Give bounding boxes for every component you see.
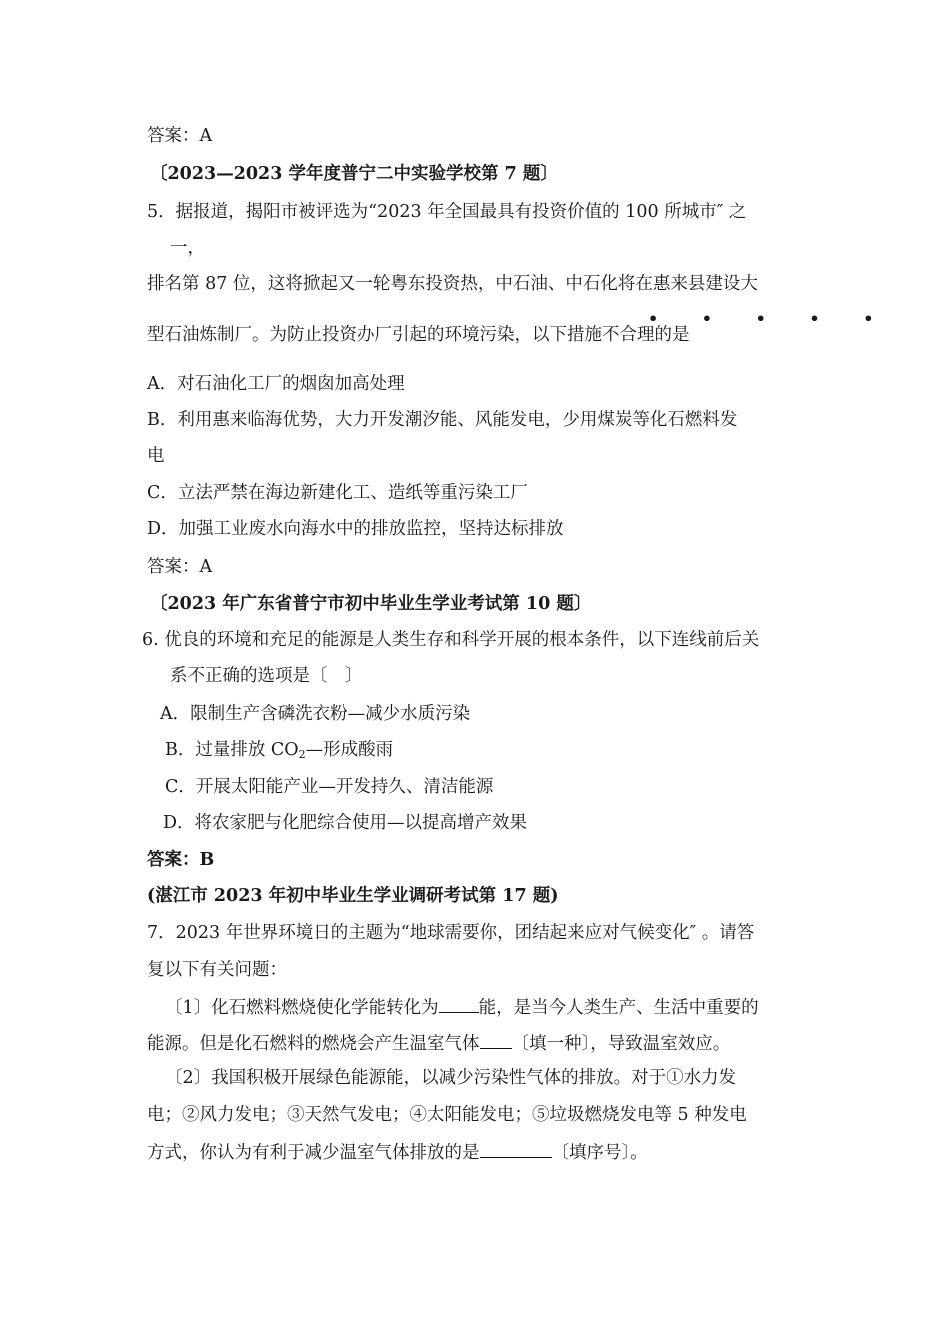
q7-part-1-line-2 (147, 1030, 730, 1056)
q6-option-b-subscript: 2 (298, 748, 306, 761)
q6-option-b-tail: —形成酸雨 (305, 740, 394, 760)
q7-part-2-line-2: 电；②风力发电；③天然气发电；④太阳能发电；⑤垃圾燃烧发电等 5 种发电 (147, 1105, 747, 1125)
q7-part-1b-text: 能源。但是化石燃料的燃烧会产生温室气体 (147, 1034, 480, 1054)
q6-option-a: A．限制生产含磷洗衣粉—减少水质污染 (160, 704, 471, 724)
q7-part-1-line-1 (165, 994, 759, 1020)
q7-part-1b-tail: 〔填一种〕，导致温室效应。 (511, 1034, 731, 1054)
q6-option-b (165, 738, 393, 767)
emphasis-dots: • • • • • (648, 309, 893, 328)
q5-option-b-2: 电 (147, 446, 165, 466)
q5-line-2: 一， (170, 238, 205, 258)
source-3: (湛江市 2023 年初中毕业生学业调研考试第 17 题) (147, 886, 559, 906)
q7-part-2-line-3 (147, 1139, 648, 1165)
q5-line-1: 5．据报道，揭阳市被评选为“2023 年全国最具有投资价值的 100 所城市″ 之 (147, 202, 747, 222)
q7-line-1: 7．2023 年世界环境日的主题为“地球需要你，团结起来应对气候变化″ 。请答 (147, 923, 755, 943)
q6-line-1: 6. 优良的环境和充足的能源是人类生存和科学开展的根本条件，以下连线前后关 (142, 630, 760, 650)
q5-option-a: A．对石油化工厂的烟囱加高处理 (147, 374, 405, 394)
q7-part-2-line-1: 〔2〕我国积极开展绿色能源能，以减少污染性气体的排放。对于①水力发 (165, 1068, 737, 1088)
source-1: 〔2023—2023 学年度普宁二中实验学校第 7 题〕 (150, 164, 558, 184)
q5-option-b-1: B．利用惠来临海优势，大力开发潮汐能、风能发电，少用煤炭等化石燃料发 (147, 410, 738, 430)
q6-option-c: C．开展太阳能产业—开发持久、清洁能源 (165, 777, 494, 797)
answer-1: 答案：A (147, 126, 213, 146)
q6-option-d: D．将农家肥与化肥综合使用—以提高增产效果 (163, 813, 528, 833)
source-2: 〔2023 年广东省普宁市初中毕业生学业考试第 10 题〕 (150, 594, 592, 614)
answer-2: 答案：A (147, 557, 213, 577)
energy-type-blank[interactable] (439, 994, 479, 1013)
q5-line-4: 型石油炼制厂。为防止投资办厂引起的环境污染，以下措施不合理的是 (147, 325, 690, 345)
q5-option-c: C．立法严禁在海边新建化工、造纸等重污染工厂 (147, 483, 528, 503)
q6-line-2: 系不正确的选项是〔 〕 (170, 666, 363, 686)
q7-part-2c-text: 方式，你认为有利于减少温室气体排放的是 (147, 1143, 480, 1163)
q6-option-b-text: B．过量排放 CO (165, 740, 299, 760)
q5-line-3: 排名第 87 位，这将掀起又一轮粤东投资热，中石油、中石化将在惠来县建设大 (147, 274, 758, 294)
answer-3: 答案：B (147, 850, 215, 870)
greenhouse-gas-blank[interactable] (480, 1030, 512, 1049)
q7-part-2c-tail: 〔填序号〕。 (551, 1143, 648, 1163)
q7-part-1-text: 〔1〕化石燃料燃烧使化学能转化为 (165, 998, 439, 1018)
q5-option-d: D．加强工业废水向海水中的排放监控，坚持达标排放 (147, 519, 564, 539)
sequence-number-blank[interactable] (480, 1139, 552, 1158)
q7-part-1-tail: 能，是当今人类生产、生活中重要的 (478, 998, 759, 1018)
q7-line-2: 复以下有关问题： (147, 960, 287, 980)
